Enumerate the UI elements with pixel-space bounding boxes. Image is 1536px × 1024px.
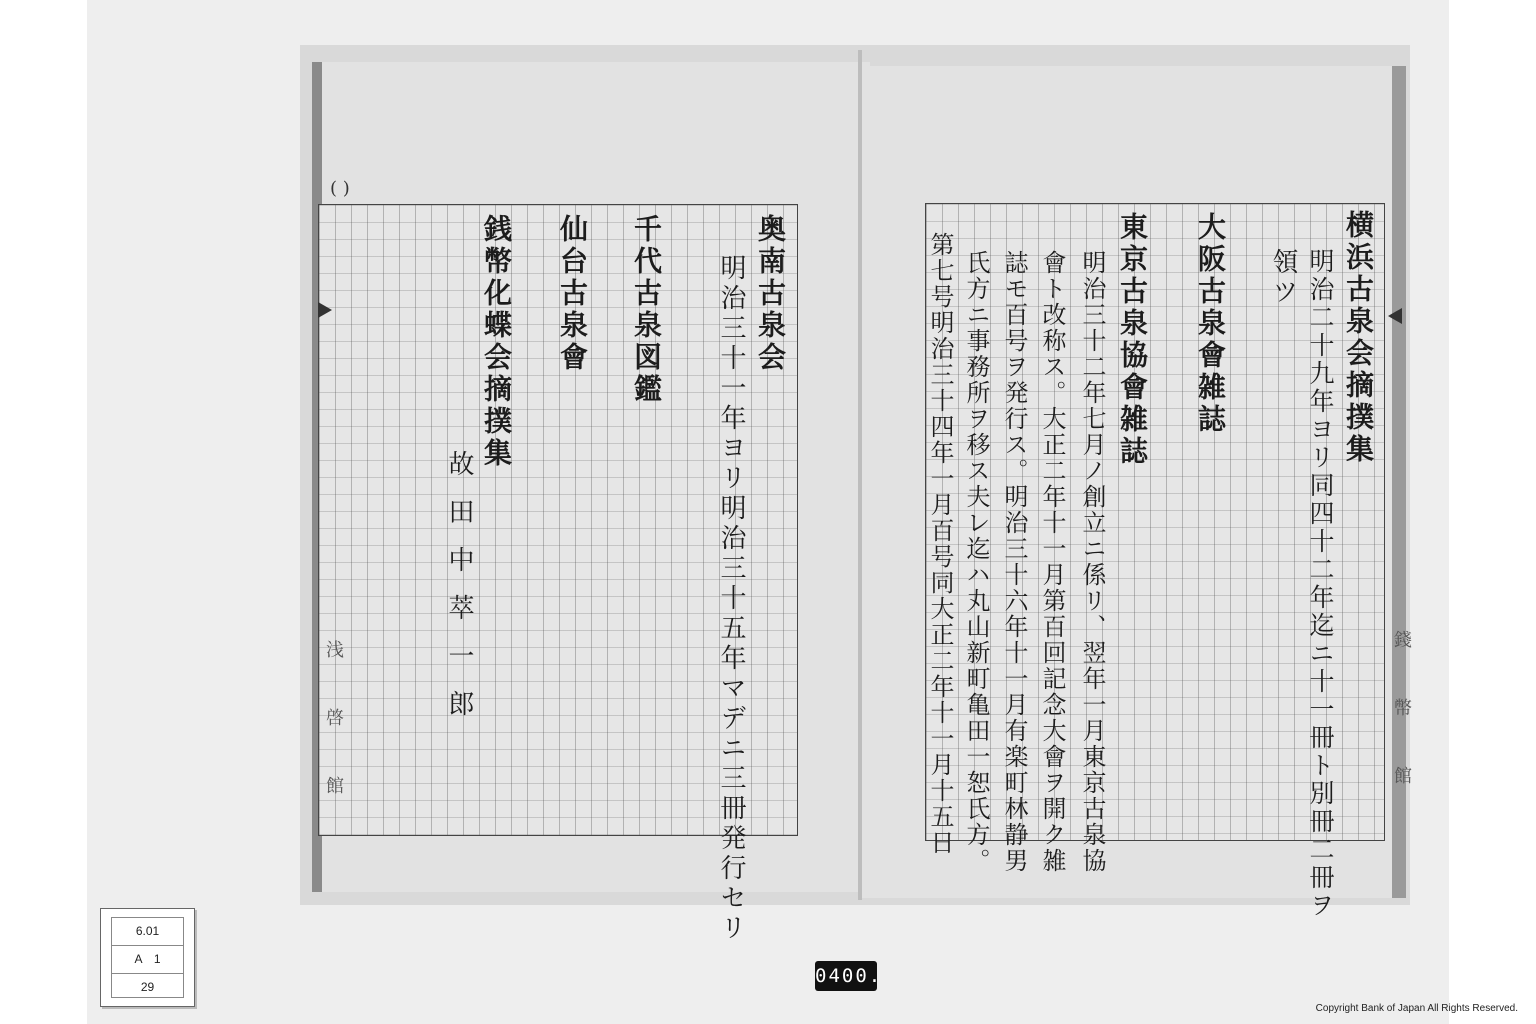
left-col-4: 仙台古泉會 bbox=[556, 214, 589, 374]
book-spine bbox=[858, 50, 862, 900]
frame-number: 0400. bbox=[815, 961, 877, 991]
page-marker: ( ) bbox=[330, 178, 350, 199]
catalog-line-1: 6.01 bbox=[112, 918, 183, 946]
right-col-6: 明治三十二年七月ノ創立ニ係リ、翌年一月東京古泉協 bbox=[1078, 250, 1106, 874]
left-col-3: 千代古泉図鑑 bbox=[630, 214, 663, 406]
catalog-label bbox=[100, 908, 195, 1007]
right-edge-text: 錢幣館 bbox=[1391, 630, 1412, 834]
left-edge-text: 浅啓館 bbox=[323, 640, 344, 844]
left-col-6: 故田中萃一郎 bbox=[444, 450, 474, 738]
left-index-tab bbox=[318, 302, 332, 318]
right-index-tab bbox=[1388, 308, 1402, 324]
right-col-8: 誌モ百号ヲ発行ス。明治三十六年十一月有楽町林静男 bbox=[1000, 250, 1028, 874]
right-col-7: 會ト改称ス。大正二年十一月第百回記念大會ヲ開ク雑 bbox=[1038, 250, 1066, 874]
right-col-10: 第七号明治三十四年一月百号同大正二年十一月十五日 bbox=[926, 232, 954, 856]
copyright-notice: Copyright Bank of Japan All Rights Reserved. bbox=[1315, 1003, 1518, 1014]
left-col-1: 奥南古泉会 bbox=[754, 214, 787, 374]
right-col-3: 領ツ bbox=[1268, 248, 1298, 308]
right-col-5: 東京古泉協會雑誌 bbox=[1116, 212, 1149, 468]
catalog-line-3: 29 bbox=[140, 980, 155, 994]
right-col-2: 明治二十九年ヨリ同四十二年迄ニ十一冊ト別冊二冊ヲ bbox=[1306, 248, 1335, 920]
right-col-9: 氏方ニ事務所ヲ移ス夫レ迄ハ丸山新町亀田一恕氏方。 bbox=[962, 250, 990, 874]
left-col-5: 銭幣化蝶会摘撲集 bbox=[480, 214, 513, 470]
right-col-1: 横浜古泉会摘撲集 bbox=[1342, 210, 1375, 466]
left-col-2: 明治三十一年ヨリ明治三十五年マデニ三冊発行セリ bbox=[716, 254, 746, 944]
catalog-line-2: A 1 bbox=[112, 946, 183, 974]
right-col-4: 大阪古泉會雑誌 bbox=[1194, 212, 1227, 436]
